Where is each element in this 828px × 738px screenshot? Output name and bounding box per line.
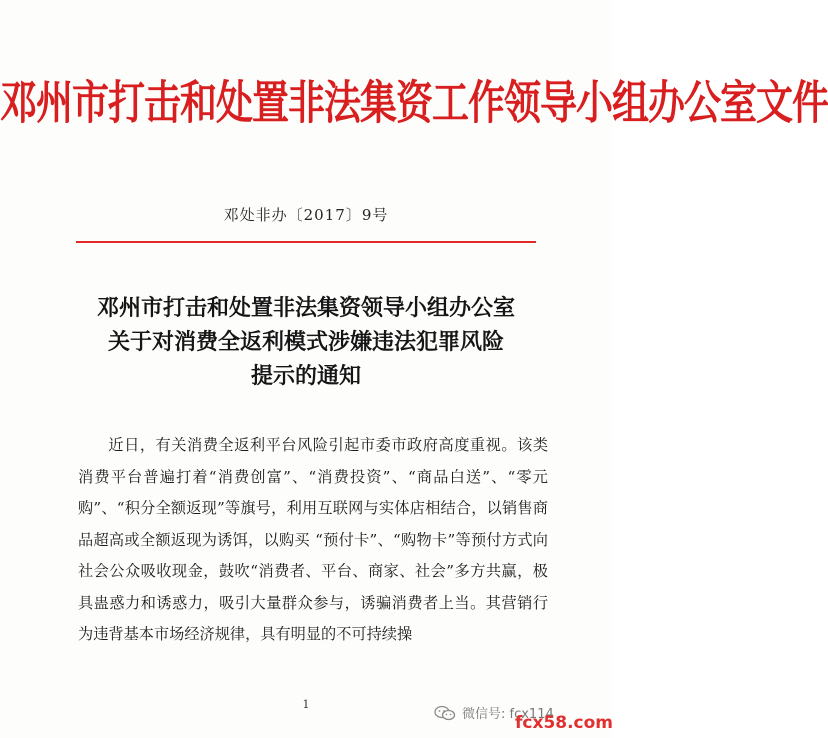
notice-title (0, 292, 612, 394)
red-divider-line (76, 241, 536, 243)
body-paragraph: 近日，有关消费全返利平台风险引起市委市政府高度重视。该类消费平台普遍打着“消费创富”、“消费投资”、“商品白送”、“零元购”、“积分全额返现”等旗号，利用互联网与实体店相结合，以销售商品超高或全额返现为诱饵，以购买 “预付卡”、“购物卡”等预付方式向社会公众吸收现金，鼓吹“消费者、平台、商家、社会”多方共赢，极具蛊惑力和诱惑力，吸引大量群众参与，诱骗消费者上当。其营销行为违背基本市场经济规律，具有明显的不可持续操 (78, 436, 548, 643)
title-line-3: 提示的通知 (250, 364, 361, 389)
title-line-1: 邓州市打击和处置非法集资领导小组办公室 (96, 296, 515, 321)
page-number: 1 (302, 698, 310, 711)
body-text (78, 430, 548, 651)
document-number: 邓处非办〔2017〕9号 (223, 206, 389, 224)
site-watermark: fcx58.com (515, 713, 614, 733)
wechat-icon (434, 705, 456, 721)
wechat-label: 微信号: fcx114 (462, 707, 554, 722)
issuer-header: 邓州市打击和处置非法集资工作领导小组办公室文件 (0, 74, 828, 130)
title-line-2: 关于对消费全返利模式涉嫌违法犯罪风险 (107, 330, 504, 355)
